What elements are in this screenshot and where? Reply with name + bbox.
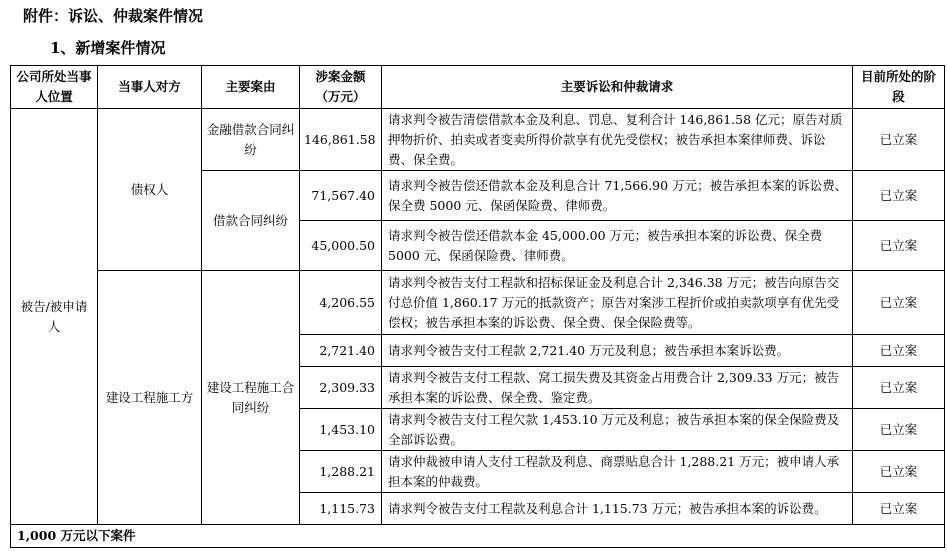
claim-cell: 请求判令被告偿还借款本金及利息合计 71,566.90 万元；被告承担本案的诉讼费、保全费 5000 元、保函保险费、律师费。 xyxy=(382,171,853,221)
amount-cell: 71,567.40 xyxy=(300,171,382,221)
claim-cell: 请求判令被告支付工程款和招标保证金及利息合计 2,346.38 万元；被告向原告交付总价值 1,860.17 万元的抵款资产；原告对案涉工程折价或拍卖款项享有优先受偿权；被告承担本案的诉讼费、保全费、保全保险费等。 xyxy=(382,271,853,335)
amount-cell: 45,000.50 xyxy=(300,221,382,271)
amount-cell: 1,288.21 xyxy=(300,451,382,493)
stage-cell: 已立案 xyxy=(853,221,945,271)
table-footer-row xyxy=(11,525,945,548)
section-heading: 1、新增案件情况 xyxy=(50,39,166,57)
cause-construction: 建设工程施工合同纠纷 xyxy=(202,271,300,525)
claim-cell: 请求仲裁被申请人支付工程款及利息、商票贴息合计 1,288.21 万元；被申请人承担本案的仲裁费。 xyxy=(382,451,853,493)
table-header-row xyxy=(11,66,945,109)
position-cell: 被告/被申请人 xyxy=(11,109,98,525)
header-stage: 目前所处的阶段 xyxy=(853,66,945,109)
amount-cell: 2,309.33 xyxy=(300,367,382,409)
stage-cell: 已立案 xyxy=(853,451,945,493)
table-row xyxy=(11,109,945,171)
amount-cell: 4,206.55 xyxy=(300,271,382,335)
claim-cell: 请求判令被告支付工程款、窝工损失费及其资金占用费合计 2,309.33 万元；被告承担本案的诉讼费、保全费、鉴定费。 xyxy=(382,367,853,409)
counterparty-creditor: 债权人 xyxy=(98,109,202,271)
amount-cell: 1,453.10 xyxy=(300,409,382,451)
header-amount: 涉案金额（万元） xyxy=(300,66,382,109)
header-claims: 主要诉讼和仲裁请求 xyxy=(382,66,853,109)
header-counterparty: 当事人对方 xyxy=(98,66,202,109)
claim-cell: 请求判令被告支付工程款及利息合计 1,115.73 万元；被告承担本案的诉讼费。 xyxy=(382,493,853,525)
amount-cell: 146,861.58 xyxy=(300,109,382,171)
header-position: 公司所处当事人位置 xyxy=(11,66,98,109)
cause-financial-loan: 金融借款合同纠纷 xyxy=(202,109,300,171)
stage-cell: 已立案 xyxy=(853,171,945,221)
stage-cell: 已立案 xyxy=(853,109,945,171)
stage-cell: 已立案 xyxy=(853,367,945,409)
claim-cell: 请求判令被告支付工程款 2,721.40 万元及利息；被告承担本案诉讼费。 xyxy=(382,335,853,367)
cause-loan: 借款合同纠纷 xyxy=(202,171,300,271)
claim-cell: 请求判令被告清偿借款本金及利息、罚息、复利合计 146,861.58 亿元；原告对质押物折价、拍卖或者变卖所得价款享有优先受偿权；被告承担本案律师费、诉讼费、保全费。 xyxy=(382,109,853,171)
cases-table xyxy=(10,65,945,548)
claim-cell: 请求判令被告支付工程欠款 1,453.10 万元及利息；被告承担本案的保全保险费及全部诉讼费。 xyxy=(382,409,853,451)
footer-label: 1,000 万元以下案件 xyxy=(11,525,945,548)
stage-cell: 已立案 xyxy=(853,409,945,451)
counterparty-builder: 建设工程施工方 xyxy=(98,271,202,525)
page-title: 附件：诉讼、仲裁案件情况 xyxy=(23,7,204,25)
stage-cell: 已立案 xyxy=(853,271,945,335)
table-row xyxy=(11,271,945,335)
claim-cell: 请求判令被告偿还借款本金 45,000.00 万元；被告承担本案的诉讼费、保全费 5000 元、保函保险费、律师费。 xyxy=(382,221,853,271)
header-cause: 主要案由 xyxy=(202,66,300,109)
stage-cell: 已立案 xyxy=(853,493,945,525)
stage-cell: 已立案 xyxy=(853,335,945,367)
amount-cell: 1,115.73 xyxy=(300,493,382,525)
amount-cell: 2,721.40 xyxy=(300,335,382,367)
